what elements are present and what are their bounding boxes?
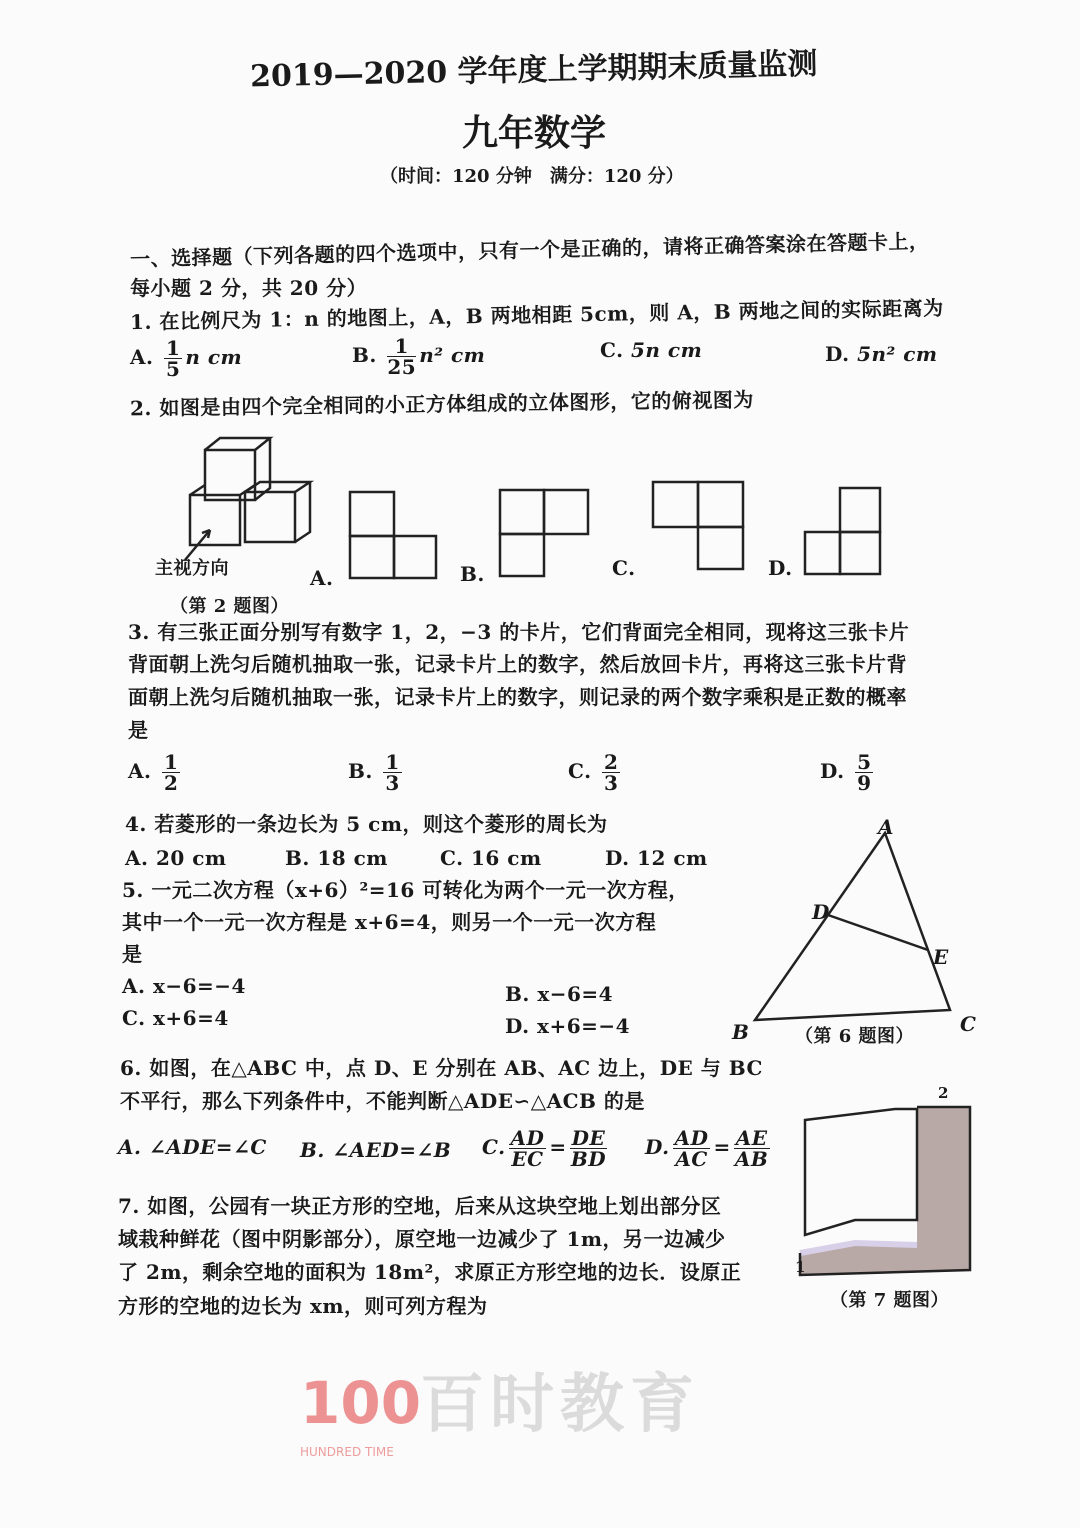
q7-line1: 7. 如图，公园有一块正方形的空地，后来从这块空地上划出部分区 xyxy=(118,1194,722,1218)
q3-line3: 面朝上洗匀后随机抽取一张，记录卡片上的数字，则记录的两个数字乘积是正数的概率 xyxy=(128,685,907,709)
option-c-view xyxy=(653,482,743,569)
q3-line4: 是 xyxy=(128,718,149,742)
q3-line2: 背面朝上洗匀后随机抽取一张，记录卡片上的数字，然后放回卡片，再将这三张卡片背 xyxy=(128,652,907,676)
q6-option-a: A. ∠ADE=∠C xyxy=(118,1135,267,1159)
q1-option-d: D. 5n² cm xyxy=(825,342,938,366)
fig7-label-1: 1 xyxy=(795,1258,806,1276)
q5-line2: 其中一个一元一次方程是 x+6=4，则另一个一元一次方程 xyxy=(122,910,657,934)
option-b-view xyxy=(500,490,588,576)
q5-option-d: D. x+6=−4 xyxy=(505,1014,631,1038)
q5-line1: 5. 一元二次方程（x+6）²=16 可转化为两个一元一次方程， xyxy=(122,878,689,902)
q6-option-b: B. ∠AED=∠B xyxy=(300,1138,452,1162)
fig6-label-e: E xyxy=(933,945,949,969)
q4-option-c: C. 16 cm xyxy=(440,846,542,870)
fig6-label-b: B xyxy=(732,1020,750,1044)
fig7-label-2: 2 xyxy=(938,1084,949,1102)
q3-line1: 3. 有三张正面分别写有数字 1，2，−3 的卡片，它们背面完全相同，现将这三张卡片 xyxy=(128,620,910,644)
q4-option-d: D. 12 cm xyxy=(605,846,708,870)
garden-figure xyxy=(795,1095,980,1285)
fig6-label-c: C xyxy=(960,1012,977,1036)
cube-solid-figure xyxy=(185,438,310,560)
q7-line3: 了 2m，剩余空地的面积为 18m²，求原正方形空地的边长．设原正 xyxy=(118,1260,742,1284)
exam-time-info: （时间：120 分钟 满分：120 分） xyxy=(380,166,684,187)
exam-title: 2019—2020 学年度上学期期末质量监测 xyxy=(249,46,818,95)
q3-option-c: C. $\frac{2}{3}$ xyxy=(568,750,619,795)
q1-option-a: A. $\frac{1}{5}$ n cm xyxy=(130,336,243,381)
q2-option-d: D. xyxy=(768,556,793,580)
q3-option-a: A. $\frac{1}{2}$ xyxy=(128,750,179,795)
section-heading-2: 每小题 2 分，共 20 分） xyxy=(130,276,368,300)
q2-caption: （第 2 题图） xyxy=(170,596,290,617)
watermark-logo: 100 xyxy=(300,1369,422,1437)
fig6-label-a: A xyxy=(878,815,895,839)
watermark-text: 百时教育 xyxy=(420,1368,700,1442)
q6-line1: 6. 如图，在△ABC 中，点 D、E 分别在 AB、AC 边上，DE 与 BC xyxy=(120,1056,763,1080)
q6-option-d: D. $\frac{AD}{AC}$ = $\frac{AE}{AB}$ xyxy=(645,1126,769,1171)
fig6-label-d: D xyxy=(812,900,830,924)
q2-stem: 2. 如图是由四个完全相同的小正方体组成的立体图形，它的俯视图为 xyxy=(129,387,754,421)
q2-option-c: C. xyxy=(612,556,636,580)
exam-subject: 九年数学 xyxy=(462,112,607,154)
option-d-view xyxy=(805,488,880,574)
q4-option-b: B. 18 cm xyxy=(285,846,388,870)
q5-option-b: B. x−6=4 xyxy=(505,982,614,1006)
q6-option-c: C. $\frac{AD}{EC}$ = $\frac{DE}{BD}$ xyxy=(482,1126,607,1171)
q3-option-d: D. $\frac{5}{9}$ xyxy=(820,750,872,795)
fig6-caption: （第 6 题图） xyxy=(795,1026,915,1047)
triangle-figure xyxy=(720,815,1000,1045)
q5-line3: 是 xyxy=(122,942,143,966)
section-heading: 一、选择题（下列各题的四个选项中，只有一个是正确的，请将正确答案涂在答题卡上， xyxy=(129,228,930,272)
q3-option-b: B. $\frac{1}{3}$ xyxy=(348,750,400,795)
q1-option-b: B. $\frac{1}{25}$ n² cm xyxy=(352,334,486,379)
q2-option-b: B. xyxy=(460,562,485,586)
q7-line4: 方形的空地的边长为 xm，则可列方程为 xyxy=(118,1294,488,1318)
option-a-view xyxy=(350,492,436,578)
q5-option-a: A. x−6=−4 xyxy=(122,974,246,998)
q2-view-label: 主视方向 xyxy=(155,558,229,579)
q7-line2: 域栽种鲜花（图中阴影部分），原空地一边减少了 1m，另一边减少 xyxy=(118,1227,726,1251)
watermark-sub: HUNDRED TIME xyxy=(300,1445,394,1459)
q1-stem: 1. 在比例尺为 1：n 的地图上，A，B 两地相距 5cm，则 A，B 两地之间的实际距离为 xyxy=(129,295,944,335)
fig7-caption: （第 7 题图） xyxy=(830,1290,950,1311)
q4-stem: 4. 若菱形的一条边长为 5 cm，则这个菱形的周长为 xyxy=(125,812,608,836)
q1-option-c: C. 5n cm xyxy=(600,338,703,362)
q5-option-c: C. x+6=4 xyxy=(122,1006,229,1030)
q2-option-a: A. xyxy=(310,566,334,590)
q6-line2: 不平行，那么下列条件中，不能判断△ADE∽△ACB 的是 xyxy=(120,1089,645,1113)
q4-option-a: A. 20 cm xyxy=(125,846,227,870)
